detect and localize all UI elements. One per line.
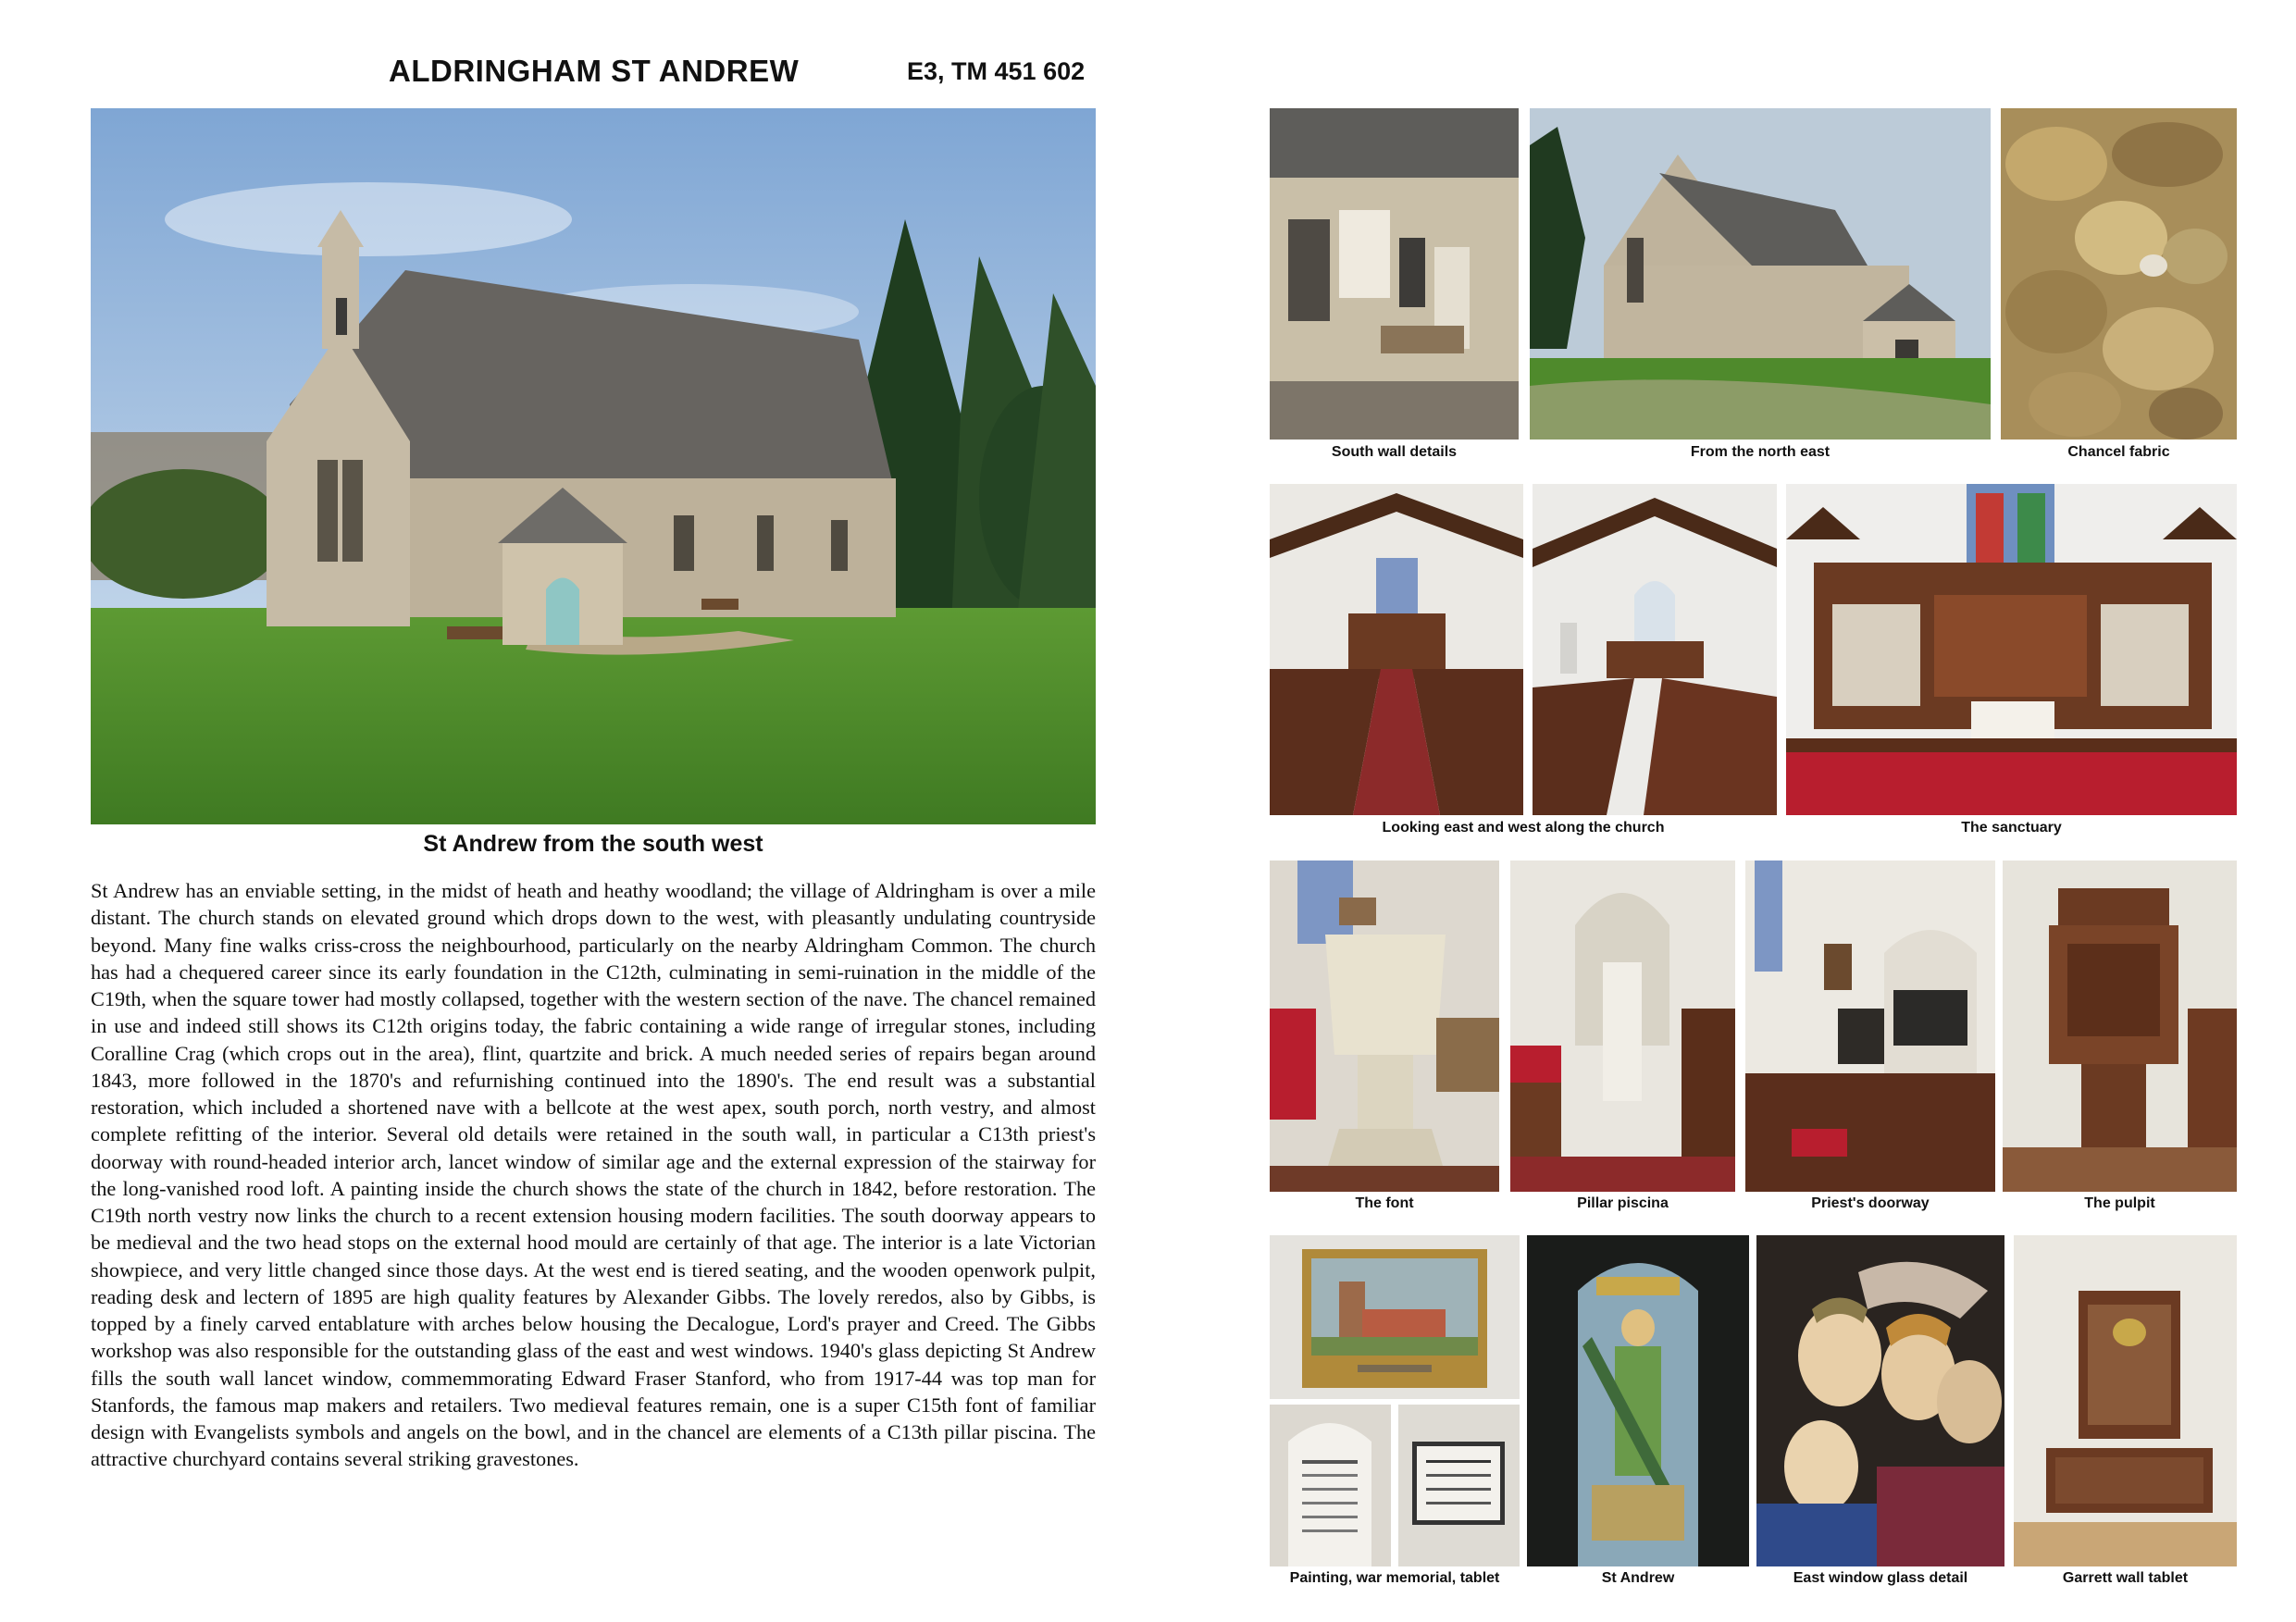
caption-the-font: The font bbox=[1355, 1195, 1414, 1211]
grid-reference: E3, TM 451 602 bbox=[907, 57, 1086, 85]
caption-the-pulpit: The pulpit bbox=[2084, 1195, 2155, 1211]
photo-the-font bbox=[1270, 861, 1499, 1192]
photo-tablet bbox=[1398, 1405, 1520, 1566]
photo-chancel-fabric bbox=[2001, 108, 2237, 440]
caption-priests-doorway: Priest's doorway bbox=[1811, 1195, 1930, 1211]
caption-st-andrew: St Andrew bbox=[1601, 1570, 1675, 1586]
photo-east-window-glass bbox=[1756, 1235, 2004, 1566]
photo-garrett-wall-tablet bbox=[2014, 1235, 2237, 1566]
caption-south-wall-details: South wall details bbox=[1331, 444, 1458, 460]
photo-priests-doorway bbox=[1745, 861, 1995, 1192]
photo-painting bbox=[1270, 1235, 1520, 1399]
photo-war-memorial bbox=[1270, 1405, 1391, 1566]
caption-chancel-fabric: Chancel fabric bbox=[2067, 444, 2170, 460]
photo-st-andrew-window bbox=[1527, 1235, 1749, 1566]
photo-the-sanctuary bbox=[1786, 484, 2237, 815]
body-text bbox=[91, 877, 1096, 1473]
photo-from-north-east bbox=[1530, 108, 1991, 440]
caption-the-sanctuary: The sanctuary bbox=[1961, 820, 2062, 836]
page-title: ALDRINGHAM ST ANDREW bbox=[389, 54, 800, 88]
main-church-photo bbox=[91, 108, 1096, 824]
caption-from-north-east: From the north east bbox=[1690, 444, 1831, 460]
photo-looking-east bbox=[1270, 484, 1523, 815]
caption-pillar-piscina: Pillar piscina bbox=[1577, 1195, 1669, 1211]
photo-pillar-piscina bbox=[1510, 861, 1735, 1192]
photo-south-wall-details bbox=[1270, 108, 1519, 440]
caption-looking-east-west: Looking east and west along the church bbox=[1382, 820, 1665, 836]
main-photo-caption: St Andrew from the south west bbox=[423, 831, 763, 857]
caption-painting-memorial-tablet: Painting, war memorial, tablet bbox=[1289, 1570, 1500, 1586]
photo-the-pulpit bbox=[2003, 861, 2237, 1192]
body-paragraph: St Andrew has an enviable setting, in the midst of heath and heathy woodland; the village of Aldringham is over a mile distant. The church stands on elevated ground which drops down to the west, with pleasantly undulating countryside beyond. Many fine walks criss-cross the neighbourhood, particularly on the nearby Aldringham Common. The church has had a chequered career since its early foundation in the C12th, culminating in semi-ruination in the middle of the C19th, when the square tower had mostly collapsed, together with the western section of the nave. The chancel remained in use and indeed still shows its C12th origins today, the fabric containing a wide range of irregular stones, including Coralline Crag (which crops out in the area), flint, quartzite and brick. A much needed series of repairs began around 1843, more followed in the 1870's and refurnishing continued into the 1890's. The end result was a substantial restoration, which included a shortened nave with a bellcote at the west apex, south porch, north vestry, and almost complete refitting of the interior. Several old details were retained in the south wall, in particular a C13th priest's doorway with round-headed interior arch, lancet window of similar age and the external expression of the stairway for the long-vanished rood loft. A painting inside the church shows the state of the church in 1842, before restoration. The C19th north vestry now links the church to a recent extension housing modern facilities. The south doorway appears to be medieval and the two head stops on the external hood mould are certainly of that age. The interior is a late Victorian showpiece, and very little changed since those days. At the west end is tiered seating, and the wooden openwork pulpit, reading desk and lectern of 1895 are high quality features by Alexander Gibbs. The lovely reredos, also by Gibbs, is topped by a finely carved entablature with arches below housing the Decalogue, Lord's prayer and Creed. The Gibbs workshop was also responsible for the outstanding glass of the east and west windows. 1940's glass depicting St Andrew fills the south wall lancet window, commemmorating Edward Fraser Stanford, who from 1917-44 was top man for Stanfords, the famous map makers and retailers. Two medieval features remain, one is a super C15th font of familiar design with Evangelists symbols and angels on the bowl, and in the chancel are elements of a C13th pillar piscina. The attractive churchyard contains several striking gravestones. bbox=[91, 879, 1096, 1471]
photo-looking-west bbox=[1533, 484, 1777, 815]
caption-garrett-wall-tablet: Garrett wall tablet bbox=[2062, 1570, 2189, 1586]
caption-east-window-glass-detail: East window glass detail bbox=[1793, 1570, 1968, 1586]
